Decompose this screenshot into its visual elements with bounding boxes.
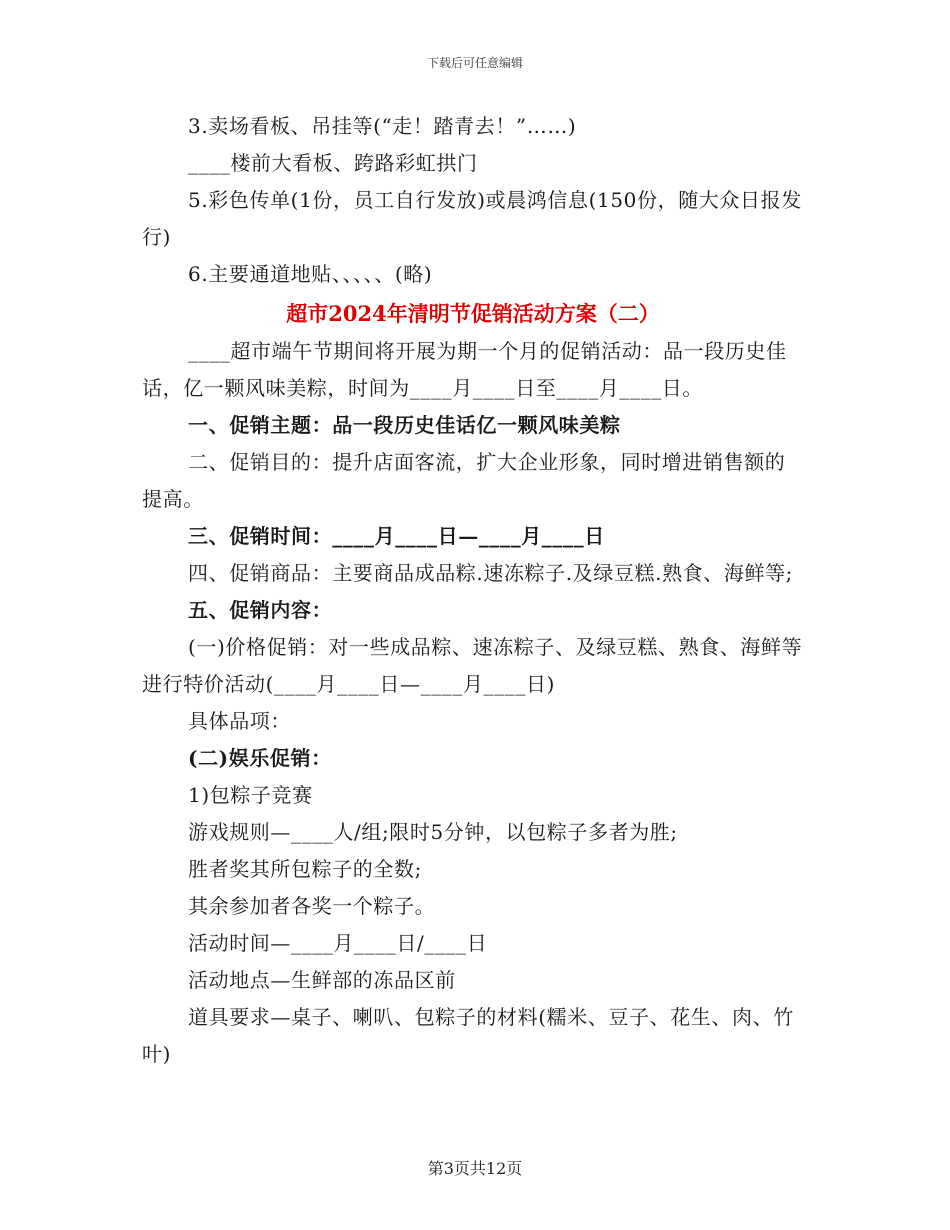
promo-content-heading: 五、促销内容： <box>188 598 333 622</box>
promo-purpose: 二、促销目的：提升店面客流，扩大企业形象，同时增进销售额的提高。 <box>142 450 786 511</box>
fun-promo-heading: (二)娱乐促销： <box>188 746 332 770</box>
intro-paragraph: ____超市端午节期间将开展为期一个月的促销活动：品一段历史佳话，亿一颗风味美粽，时间为____月____日至____月____日。 <box>142 339 787 400</box>
promo-theme: 一、促销主题：品一段历史佳话亿一颗风味美粽 <box>188 413 621 437</box>
contest-title: 1)包粽子竞赛 <box>188 783 313 807</box>
page-footer: 第3页共12页 <box>427 1159 523 1178</box>
list-item-4: ____楼前大看板、跨路彩虹拱门 <box>188 151 478 175</box>
list-item-5: 5.彩色传单(1份，员工自行发放)或晨鸿信息(150份，随大众日报发行) <box>142 188 802 249</box>
section-title: 超市2024年清明节促销活动方案（二） <box>286 301 660 326</box>
activity-time: 活动时间—____月____日/____日 <box>188 931 488 955</box>
activity-location: 活动地点—生鲜部的冻品区前 <box>188 968 456 992</box>
contest-winner: 胜者奖其所包粽子的全数; <box>188 857 422 881</box>
contest-others: 其余参加者各奖一个粽子。 <box>188 894 436 918</box>
promo-time: 三、促销时间：____月____日—____月____日 <box>188 524 605 548</box>
document-body <box>142 108 804 1073</box>
price-promo: (一)价格促销：对一些成品粽、速冻粽子、及绿豆糕、熟食、海鲜等进行特价活动(____月____日—____月____日) <box>142 635 803 696</box>
props-requirement: 道具要求—桌子、喇叭、包粽子的材料(糯米、豆子、花生、肉、竹叶) <box>142 1005 794 1066</box>
items-label: 具体品项： <box>188 709 291 733</box>
contest-rules: 游戏规则—____人/组;限时5分钟，以包粽子多者为胜; <box>188 820 678 844</box>
promo-goods: 四、促销商品：主要商品成品粽.速冻粽子.及绿豆糕.熟食、海鲜等; <box>188 561 794 585</box>
list-item-6: 6.主要通道地贴、、、、、(略) <box>188 262 433 286</box>
page-header: 下载后可任意编辑 <box>426 56 523 70</box>
list-item-3: 3.卖场看板、吊挂等(“走！踏青去！”……) <box>188 114 577 138</box>
